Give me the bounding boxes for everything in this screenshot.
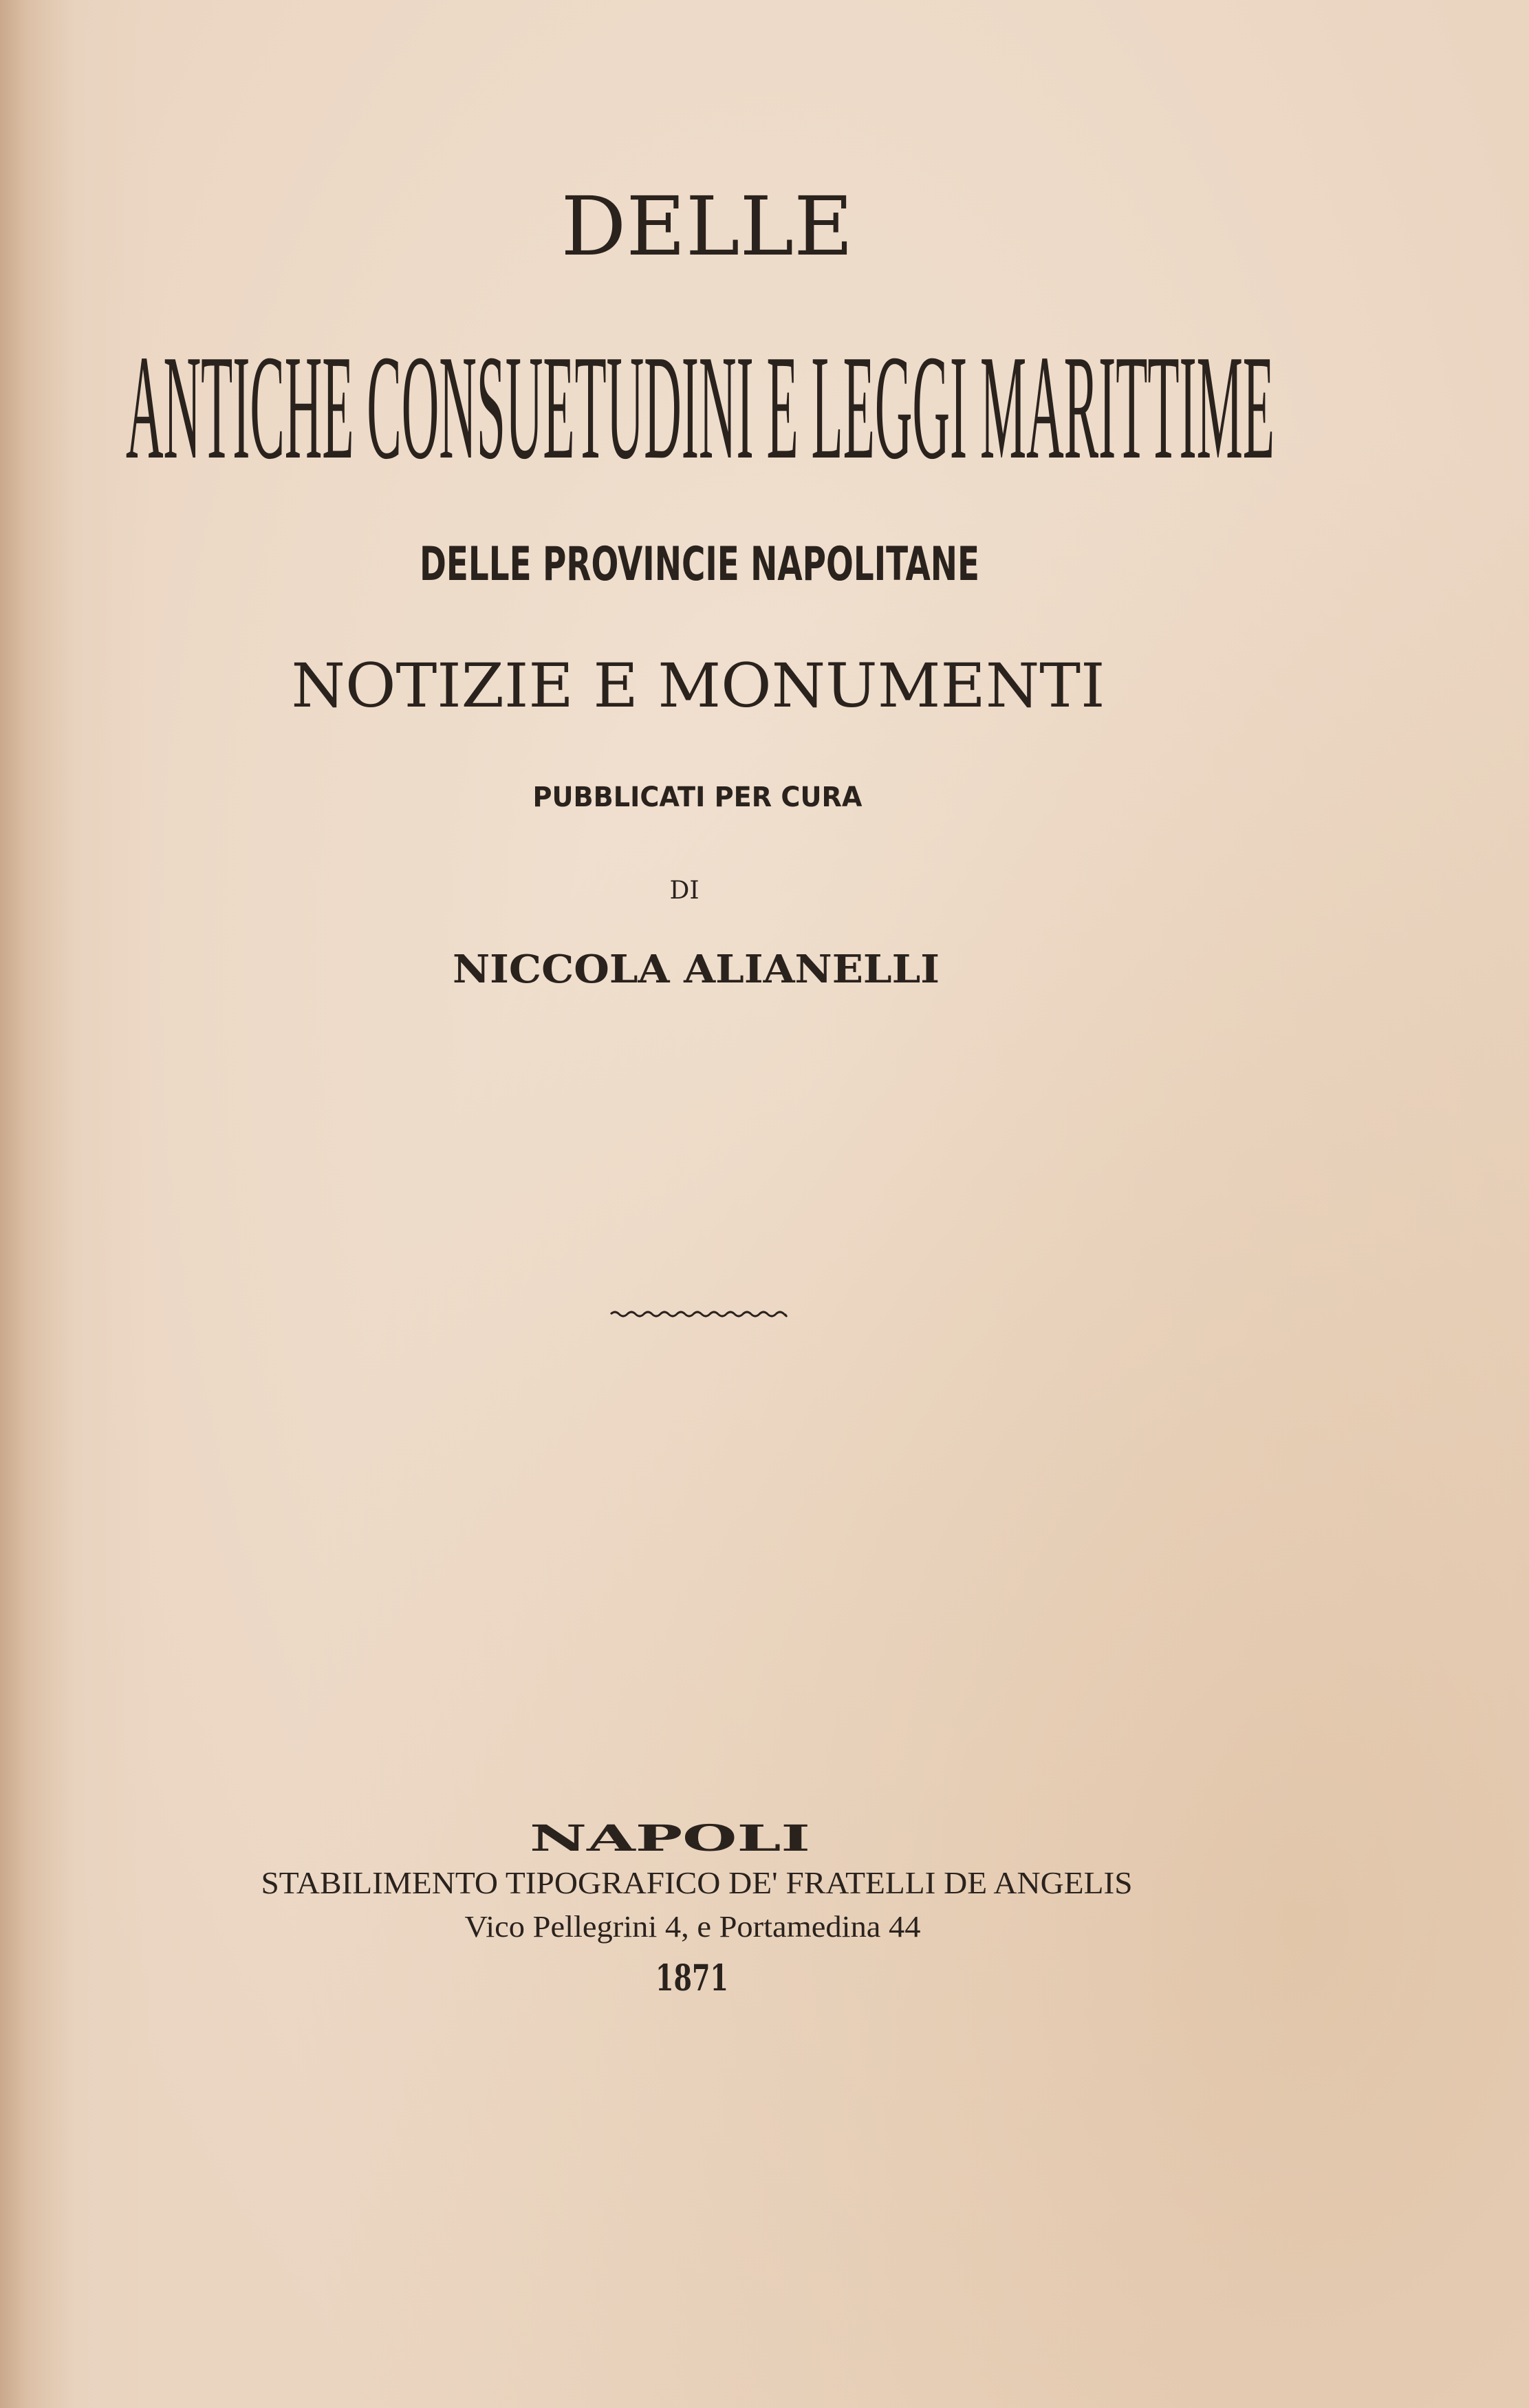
title-line-1: DELLE: [561, 179, 854, 274]
di-line: DI: [669, 877, 700, 905]
ornamental-rule: [611, 1312, 786, 1316]
author-name: NICCOLA ALIANELLI: [453, 947, 940, 992]
subtitle-2: NOTIZIE E MONUMENTI: [291, 650, 1105, 721]
imprint-city: NAPOLI: [530, 1818, 810, 1860]
imprint-address: Vico Pellegrini 4, e Portamedina 44: [464, 1910, 921, 1944]
title-line-2: ANTICHE CONSUETUDINI E LEGGI MARITTIME: [126, 325, 1275, 491]
imprint-year: 1871: [655, 1957, 728, 1999]
edited-by-line: PUBBLICATI PER CURA: [532, 782, 863, 813]
subtitle: DELLE PROVINCIE NAPOLITANE: [420, 537, 979, 592]
imprint-printer: STABILIMENTO TIPOGRAFICO DE' FRATELLI DE ANGELIS: [261, 1865, 1133, 1900]
